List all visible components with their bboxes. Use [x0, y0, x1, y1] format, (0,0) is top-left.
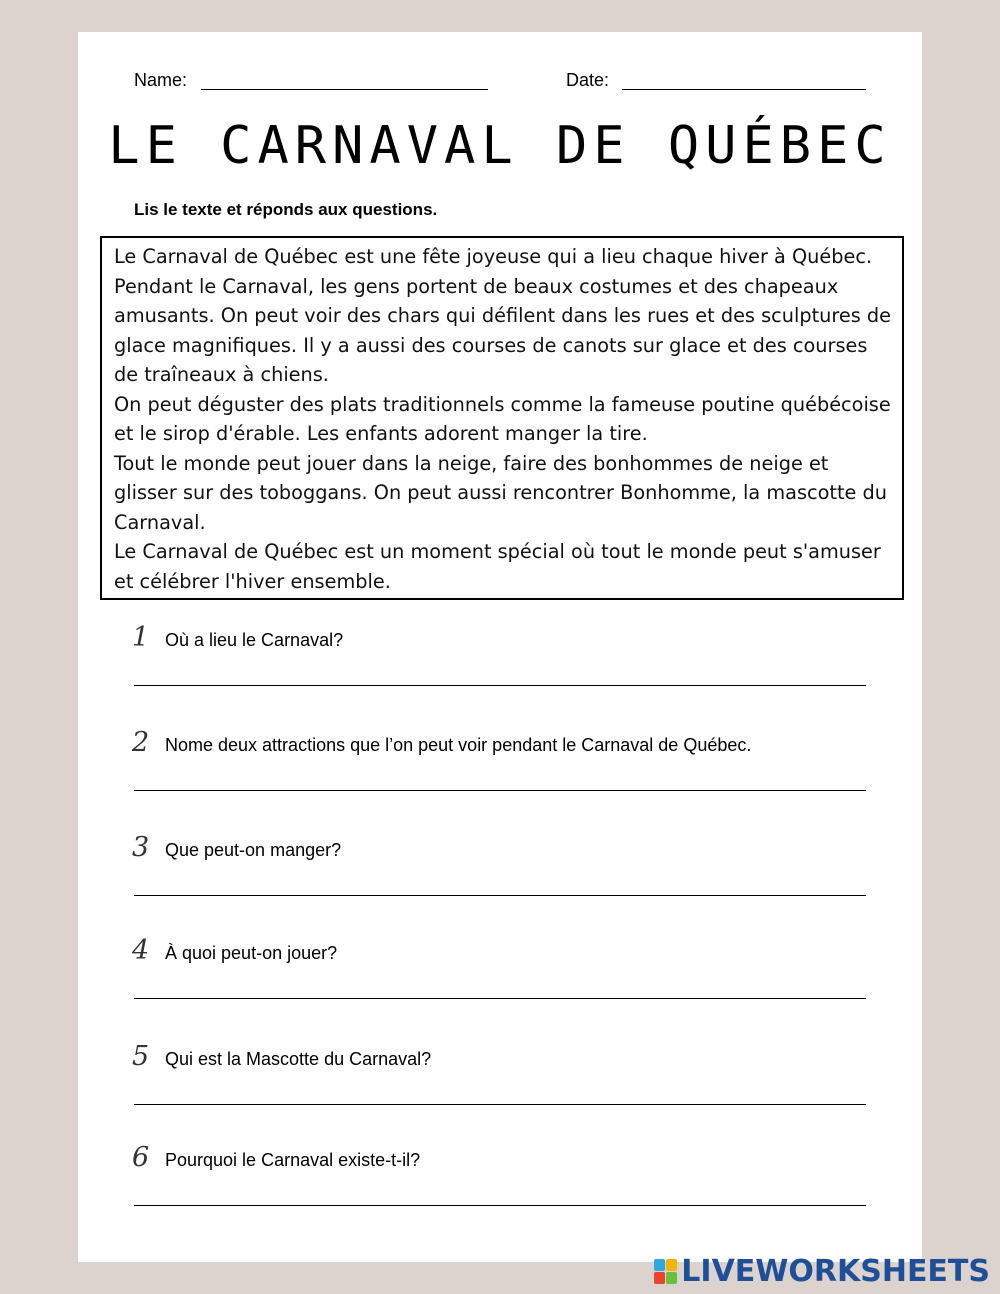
page-title: LE CARNAVAL DE QUÉBEC — [108, 116, 892, 176]
answer-line-5[interactable] — [134, 1104, 866, 1105]
answer-line-6[interactable] — [134, 1205, 866, 1206]
logo-square-e — [666, 1272, 677, 1284]
logo-square-v — [654, 1272, 665, 1284]
question-text: Que peut-on manger? — [165, 840, 342, 860]
answer-line-1[interactable] — [134, 685, 866, 686]
passage-paragraph: Tout le monde peut jouer dans la neige, faire des bonhommes de neige et glisser sur des toboggans. On peut aussi rencontrer Bonhomme, la mascotte du Carnaval. — [114, 451, 887, 534]
logo-text: LIVEWORKSHEETS — [681, 1254, 990, 1289]
name-field — [134, 70, 187, 91]
name-label: Name: — [134, 70, 188, 90]
question-number: 3 — [132, 832, 150, 863]
question-text: Qui est la Mascotte du Carnaval? — [165, 1049, 432, 1069]
passage-paragraph: Le Carnaval de Québec est un moment spécial où tout le monde peut s'amuser et célébrer l'hiver ensemble. — [114, 540, 881, 593]
liveworksheets-mark-icon — [654, 1259, 677, 1284]
answer-line-4[interactable] — [134, 998, 866, 999]
question-text: À quoi peut-on jouer? — [165, 943, 338, 963]
date-label: Date: — [566, 70, 610, 90]
name-input-line[interactable] — [201, 89, 488, 90]
question-number: 2 — [132, 727, 150, 758]
date-field — [566, 70, 609, 91]
instructions: Lis le texte et réponds aux questions. — [134, 200, 438, 219]
question-number: 6 — [132, 1142, 150, 1173]
worksheet-page — [78, 32, 922, 1262]
question-number: 5 — [132, 1041, 150, 1072]
logo-square-l — [654, 1259, 665, 1271]
logo-square-i — [666, 1259, 677, 1271]
question-text: Pourquoi le Carnaval existe-t-il? — [165, 1150, 421, 1170]
liveworksheets-logo — [654, 1254, 990, 1289]
question-number: 1 — [132, 622, 150, 653]
reading-passage — [100, 236, 904, 600]
answer-line-2[interactable] — [134, 790, 866, 791]
question-number: 4 — [132, 935, 150, 966]
question-text: Nome deux attractions que l’on peut voir pendant le Carnaval de Québec. — [165, 735, 752, 755]
passage-paragraph: Le Carnaval de Québec est une fête joyeuse qui a lieu chaque hiver à Québec. Pendant le Carnaval, les gens portent de beaux costumes et des chapeaux amusants. On peut voir des chars qui défilent dans les rues et des sculptures de glace magnifiques. Il y a aussi des courses de canots sur glace et des courses de traîneaux à chiens. — [114, 245, 891, 386]
answer-line-3[interactable] — [134, 895, 866, 896]
question-text: Où a lieu le Carnaval? — [165, 630, 344, 650]
date-input-line[interactable] — [622, 89, 866, 90]
passage-paragraph: On peut déguster des plats traditionnels comme la fameuse poutine québécoise et le sirop d'érable. Les enfants adorent manger la tire. — [114, 392, 891, 445]
